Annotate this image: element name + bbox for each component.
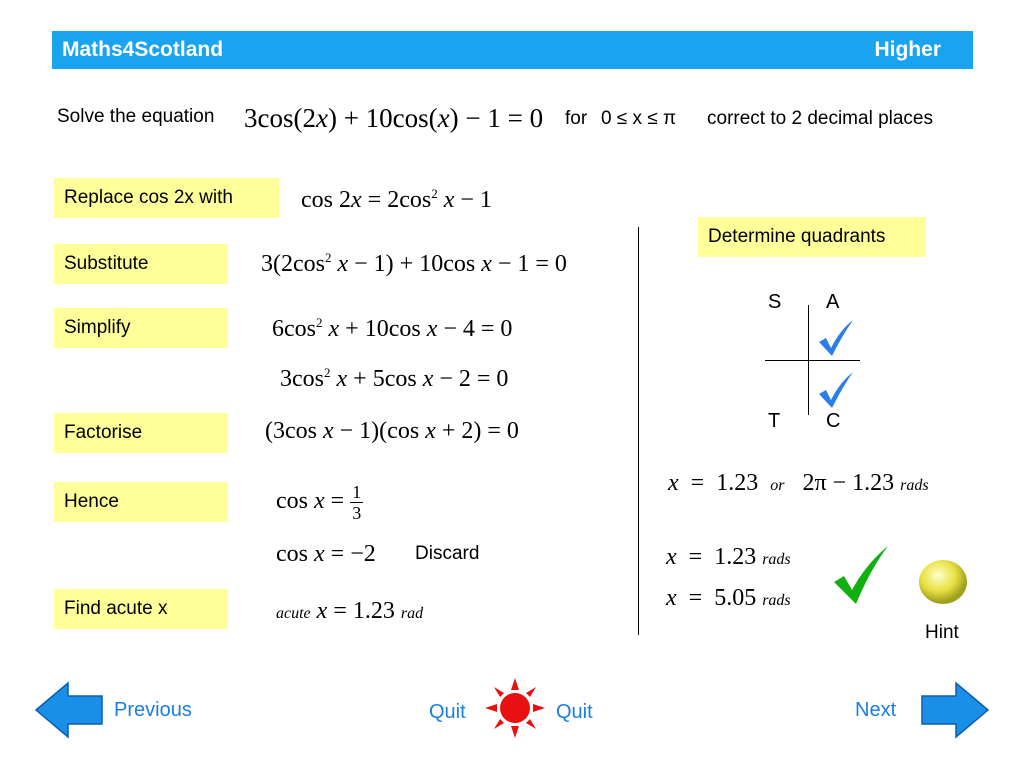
next-button[interactable]: Next xyxy=(855,699,897,721)
hint-label[interactable]: Hint xyxy=(925,622,959,643)
quadrant-c: C xyxy=(826,410,841,432)
level-label: Higher xyxy=(874,38,941,61)
title-bar xyxy=(52,31,973,69)
step-label-simplify: Simplify xyxy=(54,308,228,348)
acute-angle-result: acute x = 1.23 rad xyxy=(276,598,424,624)
hint-bulb-icon xyxy=(917,556,969,608)
problem-range: 0 ≤ x ≤ π xyxy=(601,108,677,129)
problem-prefix: Solve the equation xyxy=(57,106,215,127)
step-label-substitute: Substitute xyxy=(54,244,228,284)
double-angle-formula: $\cos 2x = 2\cos^2$ x − 1 xyxy=(301,186,492,213)
site-title: Maths4Scotland xyxy=(62,38,224,61)
quit-button-left[interactable]: Quit xyxy=(429,701,466,723)
vertical-divider xyxy=(638,227,639,635)
previous-button[interactable]: Previous xyxy=(114,699,192,721)
solution-1: x = 1.23 rads xyxy=(666,544,791,570)
problem-for: for xyxy=(565,108,588,129)
quadrant-s: S xyxy=(768,291,782,313)
next-arrow-icon[interactable] xyxy=(920,681,990,739)
green-tick-icon xyxy=(832,544,890,606)
hint-button[interactable] xyxy=(917,556,969,608)
quadrant-a: A xyxy=(826,291,840,313)
quadrant-horizontal-axis xyxy=(765,360,860,361)
discard-label: Discard xyxy=(415,543,480,564)
substituted-equation: $3(2\cos^2$ x − 1) + 10cos x − 1 = 0 xyxy=(261,250,567,277)
step-label-find-acute: Find acute x xyxy=(54,589,228,629)
simplified-equation-2: $3\cos^2$ x + 5cos x − 2 = 0 xyxy=(280,365,509,392)
step-label-hence: Hence xyxy=(54,482,228,522)
simplified-equation-1: $6\cos^2$ x + 10cos x − 4 = 0 xyxy=(272,315,513,342)
hence-cos-third: cos x = $\frac{1}{3}$ xyxy=(276,482,362,523)
blue-tick-icon xyxy=(816,370,856,410)
problem-equation: 3cos(2x) + 10cos(x) − 1 = 0 xyxy=(244,103,544,133)
factorised-equation: (3cos x − 1)(cos x + 2) = 0 xyxy=(265,418,519,444)
previous-arrow-icon[interactable] xyxy=(34,681,104,739)
quadrant-t: T xyxy=(768,410,781,432)
step-label-factorise: Factorise xyxy=(54,413,228,453)
hence-cos-minus-two: cos x = −2 xyxy=(276,541,376,567)
step-label-replace: Replace cos 2x with xyxy=(54,178,279,218)
problem-suffix: correct to 2 decimal places xyxy=(707,108,933,129)
quit-button-right[interactable]: Quit xyxy=(556,701,593,723)
general-solution: x = 1.23 or 2π − 1.23 rads xyxy=(668,470,929,496)
solution-2: x = 5.05 rads xyxy=(666,585,791,611)
blue-tick-icon xyxy=(816,318,856,358)
quadrants-label: Determine quadrants xyxy=(698,217,926,257)
quit-sun-icon[interactable] xyxy=(483,676,547,740)
